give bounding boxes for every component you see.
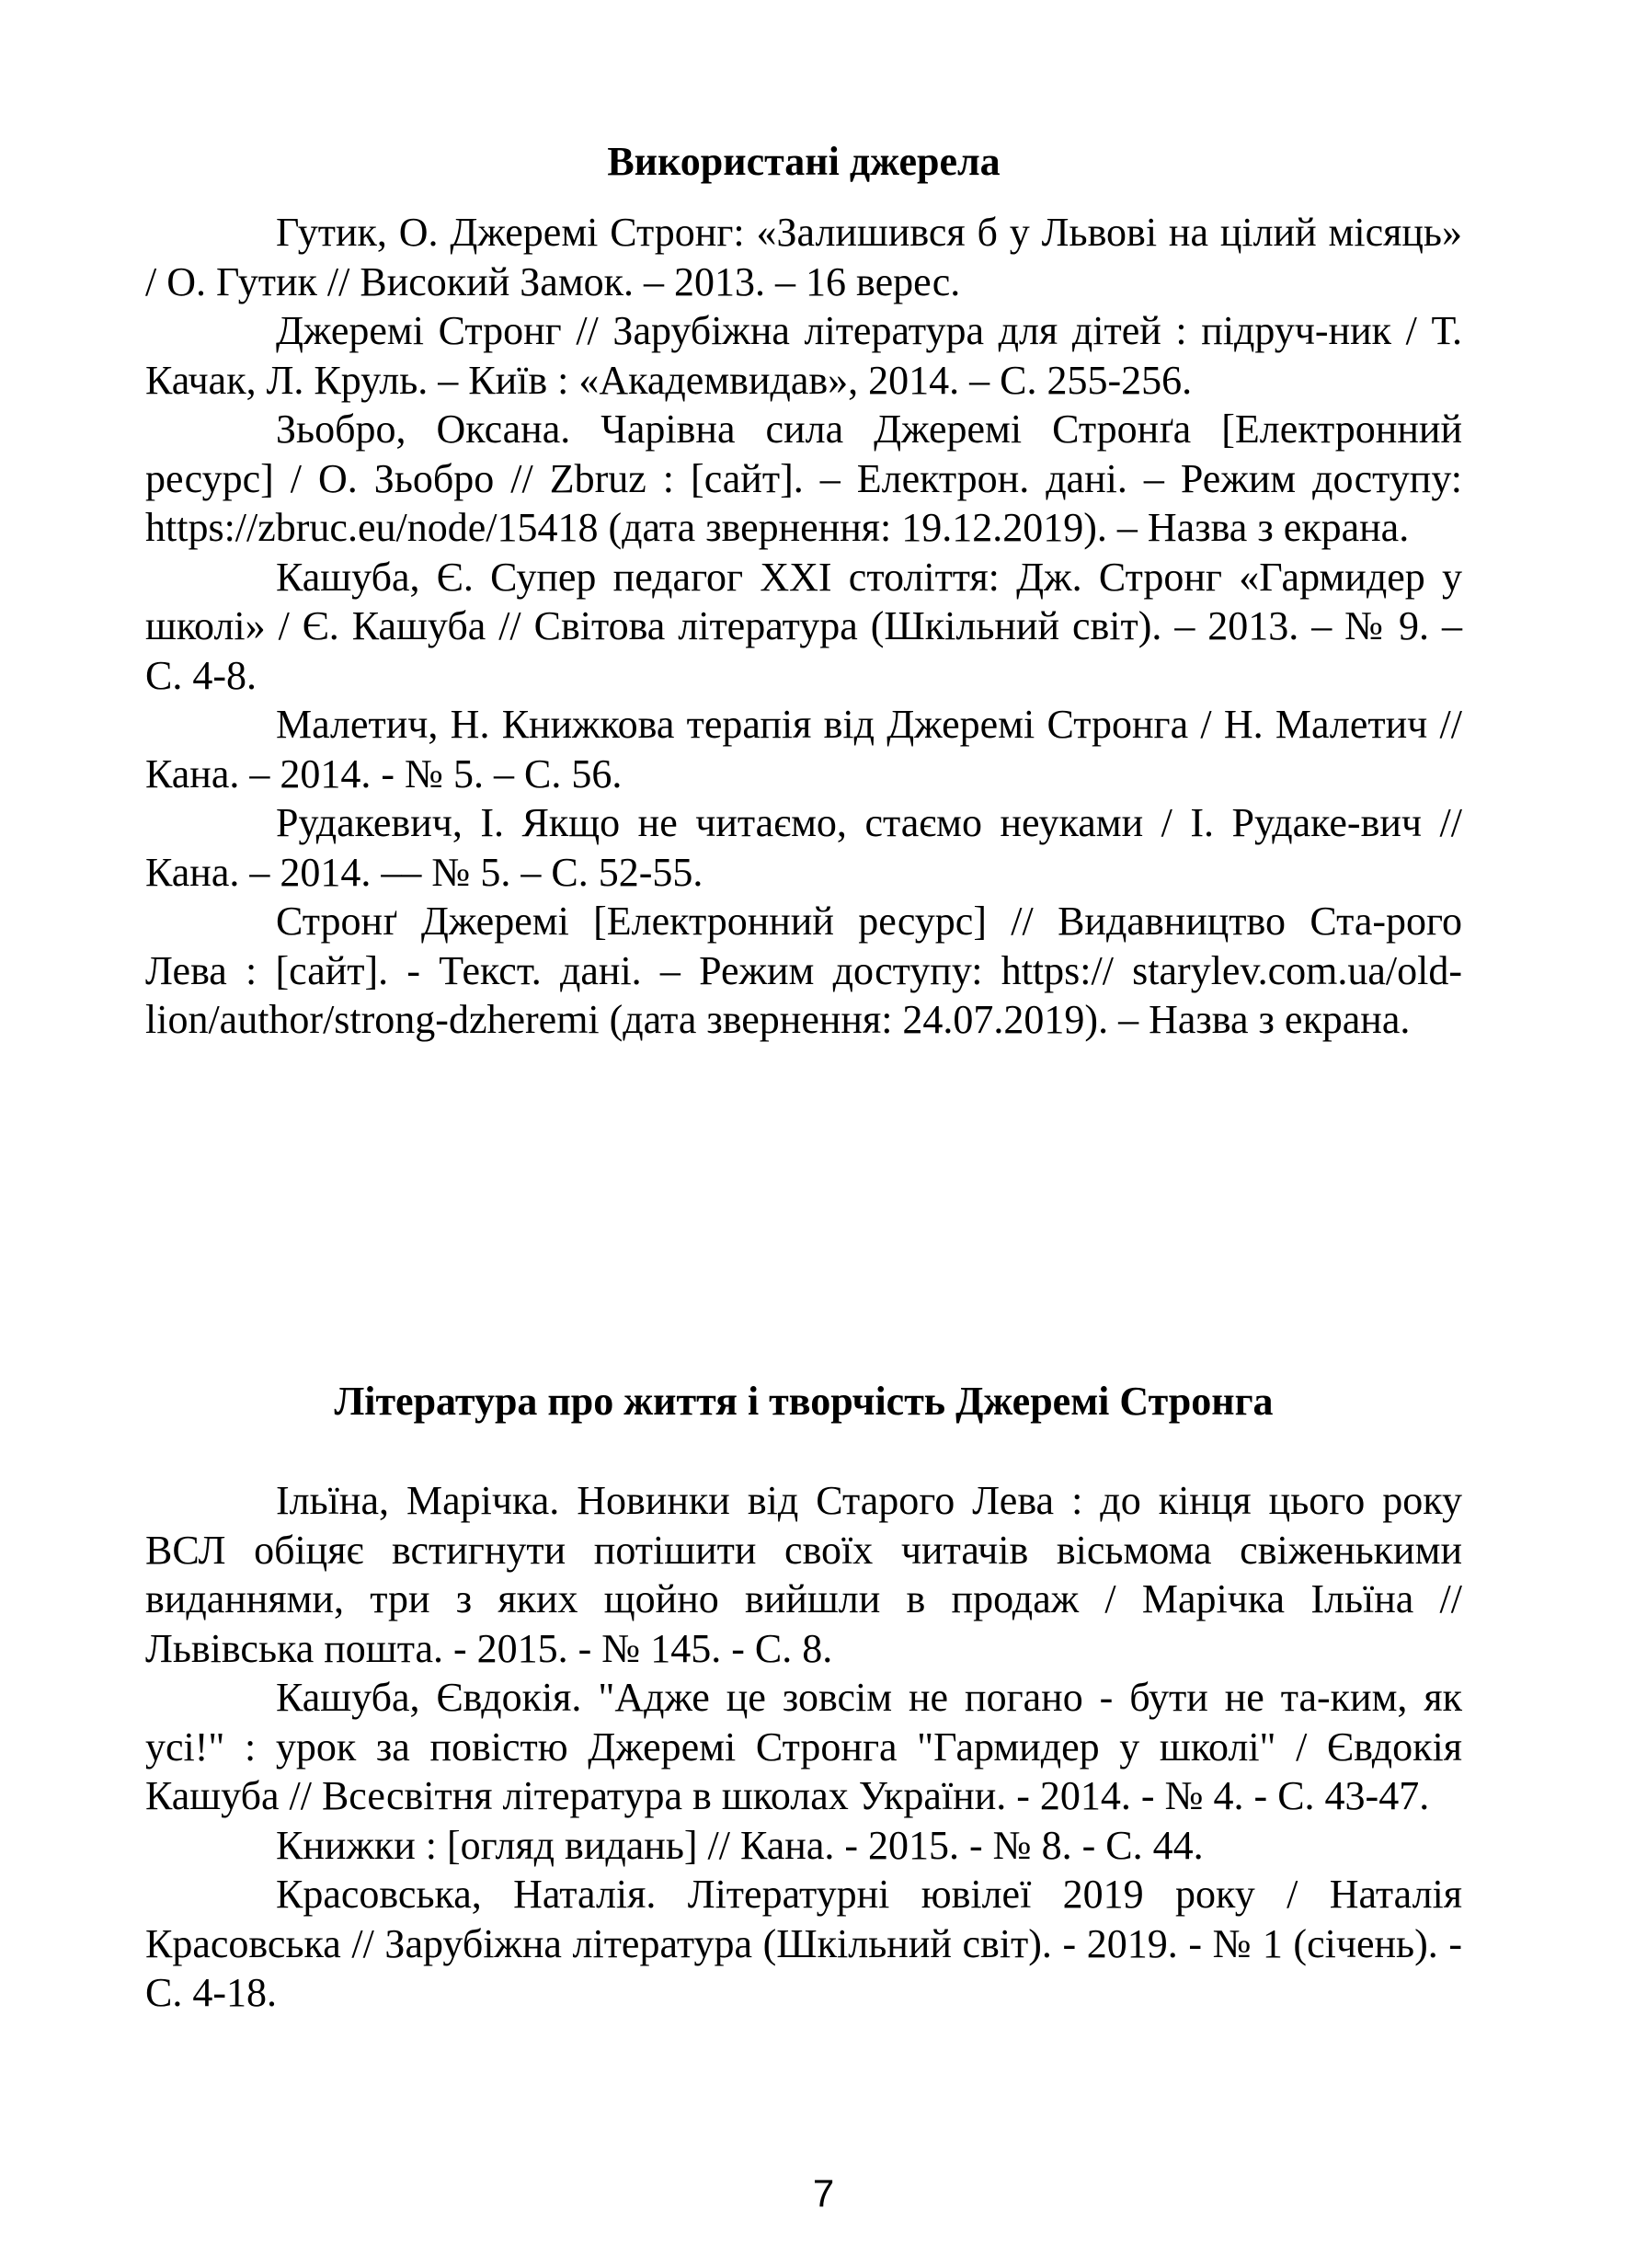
bibliography-entry: Ільїна, Марічка. Новинки від Старого Лева : до кінця цього року ВСЛ обіцяє встигнути потішити своїх читачів вісьмома свіженькими виданнями, три з яких щойно вийшли в продаж / Марічка Ільїна // Львівська пошта. - 2015. - № 145. - С. 8. — [145, 1478, 1462, 1671]
bibliography-entry: Красовська, Наталія. Літературні ювілеї 2019 року / Наталія Красовська // Зарубіжна література (Шкільний світ). - 2019. - № 1 (січень). - С. 4-18. — [145, 1872, 1462, 2015]
bibliography-entry: Книжки : [огляд видань] // Кана. - 2015. - № 8. - С. 44. — [276, 1822, 1204, 1868]
bibliography-entry: Кашуба, Євдокія. "Адже це зовсім не погано - бути не та-ким, як усі!" : урок за повістю Джеремі Стронга "Гармидер у школі" / Євдокія Кашуба // Всесвітня література в школах України. - 2014. - № 4. - С. 43-47. — [145, 1675, 1462, 1818]
section-heading-sources: Використані джерела — [607, 139, 1001, 184]
literature-list — [145, 1476, 1462, 2018]
sources-list — [145, 208, 1462, 1045]
bibliography-entry: Гутик, О. Джеремі Стронг: «Залишився б у Львові на цілий місяць» / О. Гутик // Високий Замок. – 2013. – 16 верес. — [145, 210, 1462, 304]
bibliography-entry: Джеремі Стронг // Зарубіжна література для дітей : підруч-ник / Т. Качак, Л. Круль. – Київ : «Академвидав», 2014. – С. 255-256. — [145, 308, 1462, 403]
page-number: 7 — [812, 2171, 835, 2215]
section-heading-literature: Література про життя і творчість Джеремі Стронга — [334, 1379, 1274, 1424]
bibliography-entry: Рудакевич, І. Якщо не читаємо, стаємо неуками / І. Рудаке-вич // Кана. – 2014. –– № 5. – С. 52-55. — [145, 800, 1462, 895]
bibliography-entry: Зьобро, Оксана. Чарівна сила Джеремі Стронґа [Електронний ресурс] / О. Зьобро // Zbruz : [сайт]. – Електрон. дані. – Режим доступу: https://zbruc.eu/node/15418 (дата звернення: 19.12.2019). – Назва з екрана. — [145, 407, 1462, 550]
bibliography-entry: Стронґ Джеремі [Електронний ресурс] // Видавництво Ста-рого Лева : [сайт]. - Текст. дані. – Режим доступу: https:// starylev.com.ua/old-lion/author/strong-dzheremi (дата звернення: 24.07.2019). – Назва з екрана. — [145, 899, 1462, 1042]
bibliography-entry: Малетич, Н. Книжкова терапія від Джеремі Стронга / Н. Малетич // Кана. – 2014. - № 5. – С. 56. — [145, 702, 1462, 796]
bibliography-entry: Кашуба, Є. Супер педагог XXI століття: Дж. Стронг «Гармидер у школі» / Є. Кашуба // Світова література (Шкільний світ). – 2013. – № 9. – С. 4-8. — [145, 554, 1462, 698]
